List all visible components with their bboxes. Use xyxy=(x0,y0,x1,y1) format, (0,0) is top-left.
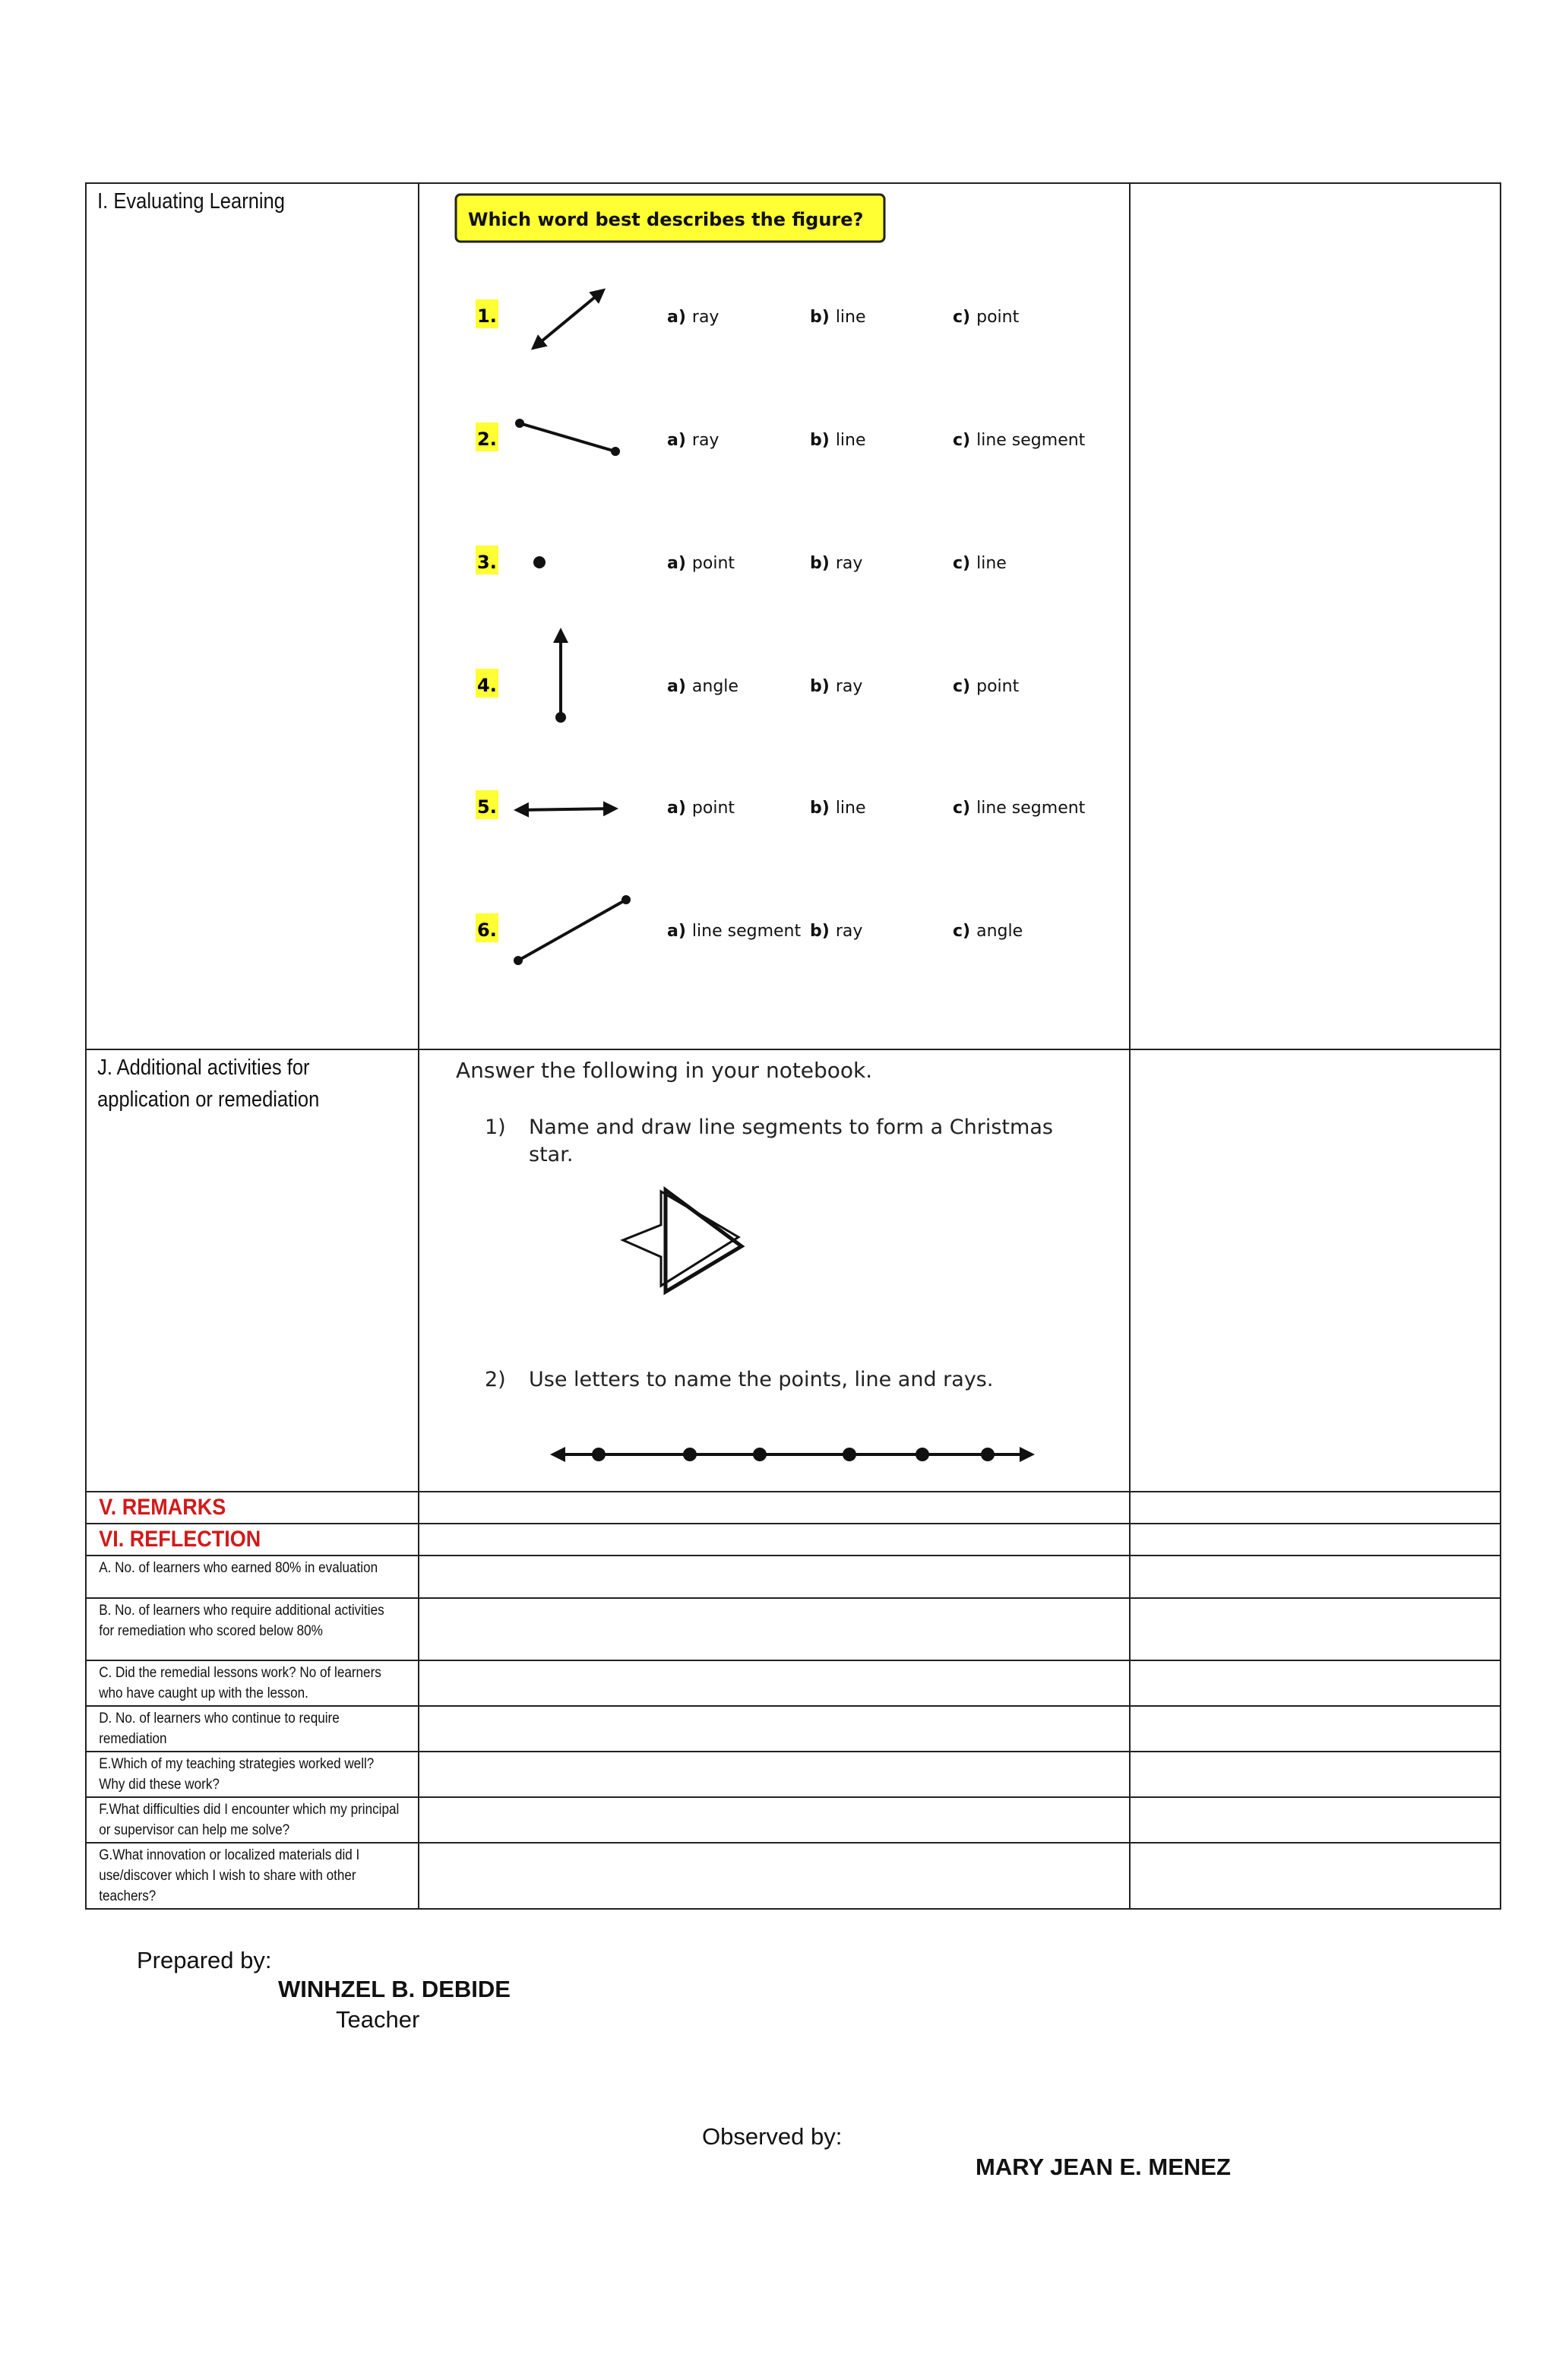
option-text: line segment xyxy=(976,799,1086,818)
additional-content-cell xyxy=(419,1049,1130,1492)
lesson-plan-table xyxy=(85,182,1501,1910)
option-text: ray xyxy=(835,922,863,941)
option-a xyxy=(667,799,735,818)
reflection-item-d-answer xyxy=(419,1706,1130,1752)
option-letter: a) xyxy=(667,431,686,450)
option-text: point xyxy=(691,554,735,573)
option-text: point xyxy=(691,799,735,818)
option-letter: c) xyxy=(953,308,971,327)
observed-by-name: MARY JEAN E. MENEZ xyxy=(976,2154,1231,2180)
activity-q1-number: 1) xyxy=(485,1116,506,1139)
option-text: angle xyxy=(691,677,738,696)
reflection-item-b-cell xyxy=(86,1598,419,1660)
option-letter: c) xyxy=(953,431,971,450)
remarks-content-cell xyxy=(419,1492,1130,1524)
reflection-item-e-notes xyxy=(1130,1752,1501,1797)
option-letter: c) xyxy=(953,554,971,573)
option-a xyxy=(667,308,719,327)
activity-intro: Answer the following in your notebook. xyxy=(456,1058,873,1083)
evaluating-label-cell xyxy=(86,183,419,1049)
reflection-item-g: G.What innovation or localized materials did I use/discover which I wish to share with other teachers? xyxy=(99,1847,360,1904)
reflection-item-a: A. No. of learners who earned 80% in evaluation xyxy=(99,1560,378,1576)
evaluating-content-cell xyxy=(419,183,1130,1049)
option-a xyxy=(667,554,735,573)
evaluating-notes-cell xyxy=(1130,183,1501,1049)
number-line-figure xyxy=(553,1448,1032,1461)
reflection-item-d: D. No. of learners who continue to require remediation xyxy=(99,1711,340,1747)
reflection-item-a-cell xyxy=(86,1556,419,1598)
additional-label-cell xyxy=(86,1049,419,1492)
option-text: ray xyxy=(835,554,863,573)
activity-q2-number: 2) xyxy=(485,1368,506,1391)
option-letter: a) xyxy=(667,308,686,327)
activity-q2-text: Use letters to name the points, line and rays. xyxy=(529,1368,994,1391)
option-letter: b) xyxy=(810,554,830,573)
remarks-heading: V. REMARKS xyxy=(99,1495,226,1520)
reflection-item-c-answer xyxy=(419,1660,1130,1706)
reflection-notes-cell xyxy=(1130,1524,1501,1556)
option-a xyxy=(667,431,719,450)
question-number: 6. xyxy=(477,919,497,941)
option-text: line segment xyxy=(976,431,1086,450)
option-text: point xyxy=(976,308,1020,327)
option-c xyxy=(953,799,1086,818)
question-number: 3. xyxy=(477,552,497,573)
observed-by-label: Observed by: xyxy=(702,2123,843,2150)
option-text: ray xyxy=(691,431,719,450)
christmas-star-figure xyxy=(623,1190,742,1292)
activity-q1-line2: star. xyxy=(529,1143,574,1166)
reflection-item-e: E.Which of my teaching strategies worked well? Why did these work? xyxy=(99,1756,375,1793)
prepared-by-label: Prepared by: xyxy=(137,1947,272,1973)
option-letter: a) xyxy=(667,677,686,696)
option-text: line xyxy=(835,308,866,327)
reflection-label-cell xyxy=(86,1524,419,1556)
question-number: 2. xyxy=(477,429,497,450)
quiz-rows xyxy=(476,299,1086,942)
remarks-label-cell xyxy=(86,1492,419,1524)
option-b xyxy=(810,308,866,327)
reflection-content-cell xyxy=(419,1524,1130,1556)
option-letter: a) xyxy=(667,799,686,818)
quiz-banner-text: Which word best describes the figure? xyxy=(468,209,864,230)
reflection-item-f-answer xyxy=(419,1797,1130,1843)
reflection-item-f-notes xyxy=(1130,1797,1501,1843)
reflection-item-g-notes xyxy=(1130,1843,1501,1909)
additional-activity xyxy=(419,1050,1129,1491)
question-number: 1. xyxy=(477,305,497,327)
reflection-item-b-answer xyxy=(419,1598,1130,1660)
option-text: point xyxy=(976,677,1020,696)
option-a xyxy=(667,922,801,941)
option-c xyxy=(953,554,1007,573)
reflection-item-e-answer xyxy=(419,1752,1130,1797)
remarks-notes-cell xyxy=(1130,1492,1501,1524)
reflection-item-f: F.What difficulties did I encounter which my principal or supervisor can help me solve? xyxy=(99,1802,400,1838)
option-b xyxy=(810,799,866,818)
evaluating-quiz xyxy=(419,184,1129,1049)
option-letter: c) xyxy=(953,677,971,696)
reflection-item-d-notes xyxy=(1130,1706,1501,1752)
option-letter: b) xyxy=(810,677,830,696)
question-number: 4. xyxy=(477,675,497,696)
figure-6-segment xyxy=(514,895,631,965)
figure-5-line xyxy=(517,809,615,810)
reflection-item-f-cell xyxy=(86,1797,419,1843)
additional-label-line1: J. Additional activities for xyxy=(97,1055,310,1080)
reflection-item-e-cell xyxy=(86,1752,419,1797)
reflection-item-d-cell xyxy=(86,1706,419,1752)
reflection-item-b: B. No. of learners who require additional activities for remediation who scored below 80% xyxy=(99,1603,384,1639)
prepared-by-name: WINHZEL B. DEBIDE xyxy=(278,1976,511,2002)
option-text: line segment xyxy=(691,922,802,941)
figure-1-line xyxy=(533,290,603,348)
reflection-item-c: C. Did the remedial lessons work? No of learners who have caught up with the lesson. xyxy=(99,1665,381,1701)
prepared-by-role: Teacher xyxy=(336,2006,420,2033)
option-letter: a) xyxy=(667,922,686,941)
question-number: 5. xyxy=(477,796,497,818)
option-c xyxy=(953,677,1020,696)
option-c xyxy=(953,922,1023,941)
figure-3-point xyxy=(533,556,546,568)
reflection-item-g-cell xyxy=(86,1843,419,1909)
option-letter: b) xyxy=(810,922,830,941)
option-b xyxy=(810,922,862,941)
option-text: line xyxy=(976,554,1007,573)
reflection-item-g-answer xyxy=(419,1843,1130,1909)
option-text: ray xyxy=(835,677,863,696)
evaluating-label: I. Evaluating Learning xyxy=(97,189,285,214)
option-text: line xyxy=(835,799,866,818)
option-b xyxy=(810,554,862,573)
reflection-item-a-answer xyxy=(419,1556,1130,1598)
reflection-item-c-cell xyxy=(86,1660,419,1706)
additional-label-line2: application or remediation xyxy=(97,1087,320,1112)
option-c xyxy=(953,431,1086,450)
option-letter: b) xyxy=(810,308,830,327)
figure-4-ray xyxy=(555,631,566,723)
option-text: angle xyxy=(976,922,1023,941)
option-text: line xyxy=(835,431,866,450)
option-text: ray xyxy=(691,308,719,327)
option-letter: b) xyxy=(810,431,830,450)
reflection-item-a-notes xyxy=(1130,1556,1501,1598)
option-letter: c) xyxy=(953,922,971,941)
option-b xyxy=(810,677,862,696)
option-b xyxy=(810,431,866,450)
figure-2-segment xyxy=(515,419,620,456)
option-letter: b) xyxy=(810,799,830,818)
option-c xyxy=(953,308,1020,327)
option-a xyxy=(667,677,738,696)
reflection-item-b-notes xyxy=(1130,1598,1501,1660)
reflection-item-c-notes xyxy=(1130,1660,1501,1706)
option-letter: a) xyxy=(667,554,686,573)
reflection-heading: VI. REFLECTION xyxy=(99,1527,261,1552)
additional-notes-cell xyxy=(1130,1049,1501,1492)
option-letter: c) xyxy=(953,799,971,818)
activity-q1-line1: Name and draw line segments to form a Christmas xyxy=(529,1116,1053,1139)
